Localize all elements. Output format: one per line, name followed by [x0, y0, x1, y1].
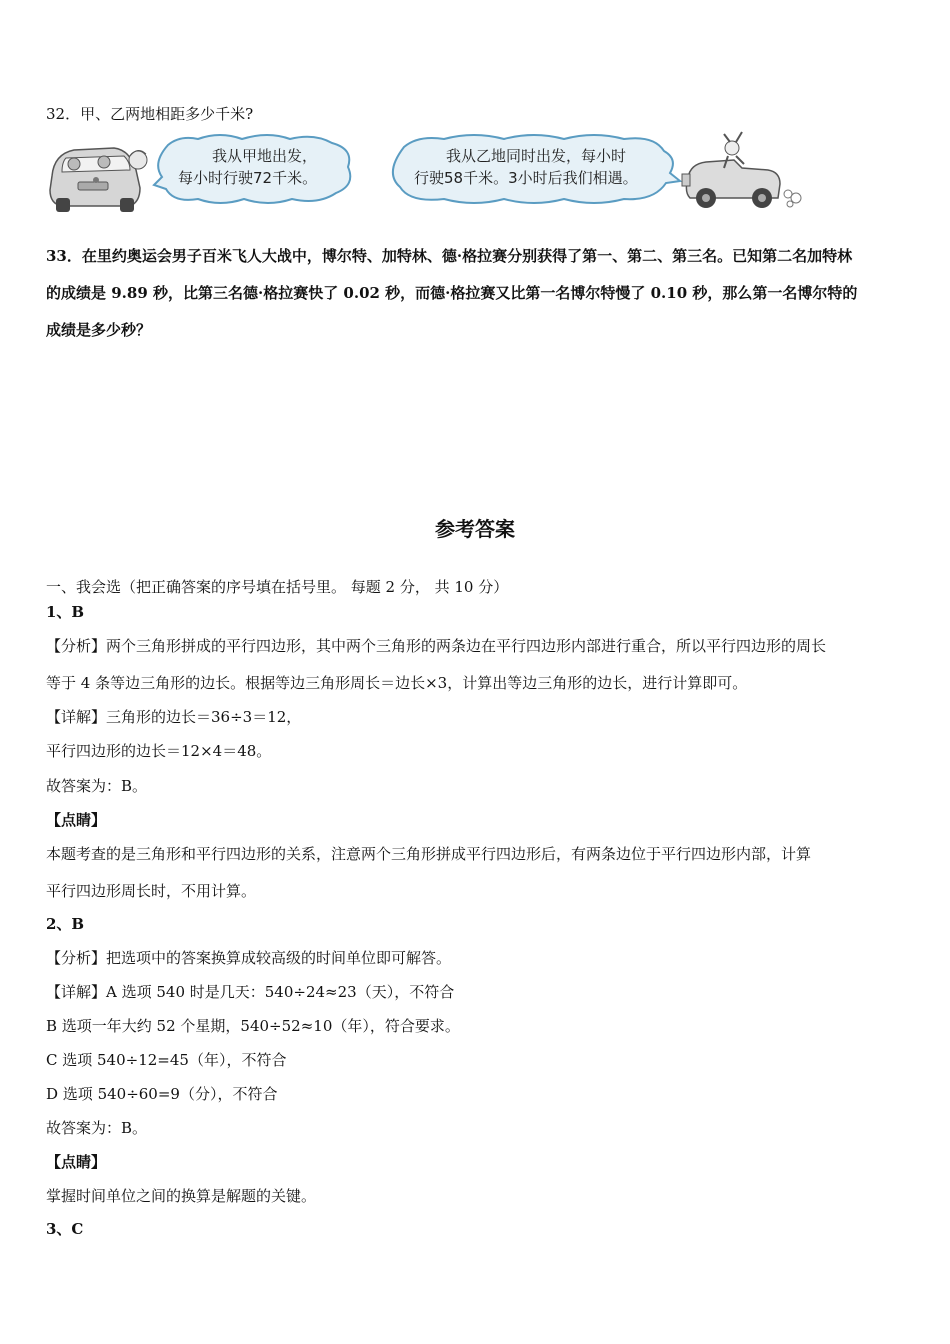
answer-2-detail-line3: C 选项 540÷12=45（年），不符合 — [46, 1051, 287, 1069]
answer-1-analysis-line1: 【分析】两个三角形拼成的平行四边形，其中两个三角形的两条边在平行四边形内部进行重合，所以平行四边形的周长 — [46, 637, 827, 655]
car-left-illustration — [44, 136, 156, 216]
answer-1-number: 1、B — [46, 603, 85, 621]
answer-key-title: 参考答案 — [435, 517, 515, 541]
answer-2-detail-line2: B 选项一年大约 52 个星期，540÷52≈10（年），符合要求。 — [46, 1017, 460, 1035]
answer-2-analysis: 【分析】把选项中的答案换算成较高级的时间单位即可解答。 — [46, 949, 452, 967]
answer-2-number: 2、B — [46, 915, 85, 933]
answer-1-comment-line1: 本题考查的是三角形和平行四边形的关系，注意两个三角形拼成平行四边形后，有两条边位于平行四边形内部，计算 — [46, 845, 812, 863]
speech-bubble-left — [150, 133, 356, 207]
answer-3-number: 3、C — [46, 1220, 84, 1238]
bubble-right-line1: 我从乙地同时出发，每小时 — [446, 147, 627, 165]
answer-1-conclusion: 故答案为：B。 — [46, 777, 148, 795]
answer-2-conclusion: 故答案为：B。 — [46, 1119, 148, 1137]
answer-2-detail-line4: D 选项 540÷60=9（分），不符合 — [46, 1085, 278, 1103]
speech-bubble-right — [384, 133, 682, 207]
answer-1-analysis-line2: 等于 4 条等边三角形的边长。根据等边三角形周长＝边长×3，计算出等边三角形的边长，进行计算即可。 — [46, 674, 748, 692]
question-33-line1: 33．在里约奥运会男子百米飞人大战中，博尔特、加特林、德·格拉赛分别获得了第一、第二、第三名。已知第二名加特林 — [46, 247, 853, 265]
answer-2-comment-label: 【点睛】 — [46, 1153, 107, 1171]
bubble-left-line2: 每小时行驶72千米。 — [178, 169, 318, 187]
answer-1-comment-line2: 平行四边形周长时，不用计算。 — [46, 882, 257, 900]
answer-2-comment-line1: 掌握时间单位之间的换算是解题的关键。 — [46, 1187, 317, 1205]
answer-1-comment-label: 【点睛】 — [46, 811, 107, 829]
answer-2-detail-line1: 【详解】A 选项 540 时是几天：540÷24≈23（天），不符合 — [46, 983, 455, 1001]
answer-1-detail-line1: 【详解】三角形的边长＝36÷3＝12， — [46, 708, 302, 726]
answer-1-detail-line2: 平行四边形的边长＝12×4＝48。 — [46, 742, 272, 760]
car-right-illustration — [676, 128, 806, 214]
bubble-right-line2: 行驶58千米。3小时后我们相遇。 — [414, 169, 638, 187]
bubble-left-line1: 我从甲地出发， — [212, 147, 318, 165]
question-33-line2: 的成绩是 9.89 秒，比第三名德·格拉赛快了 0.02 秒，而德·格拉赛又比第一名博尔特慢了 0.10 秒，那么第一名博尔特的 — [46, 284, 858, 302]
section-1-heading: 一、我会选（把正确答案的序号填在括号里。 每题 2 分， 共 10 分） — [46, 578, 509, 596]
question-32: 32．甲、乙两地相距多少千米? — [46, 105, 254, 123]
question-33-line3: 成绩是多少秒？ — [46, 321, 152, 339]
